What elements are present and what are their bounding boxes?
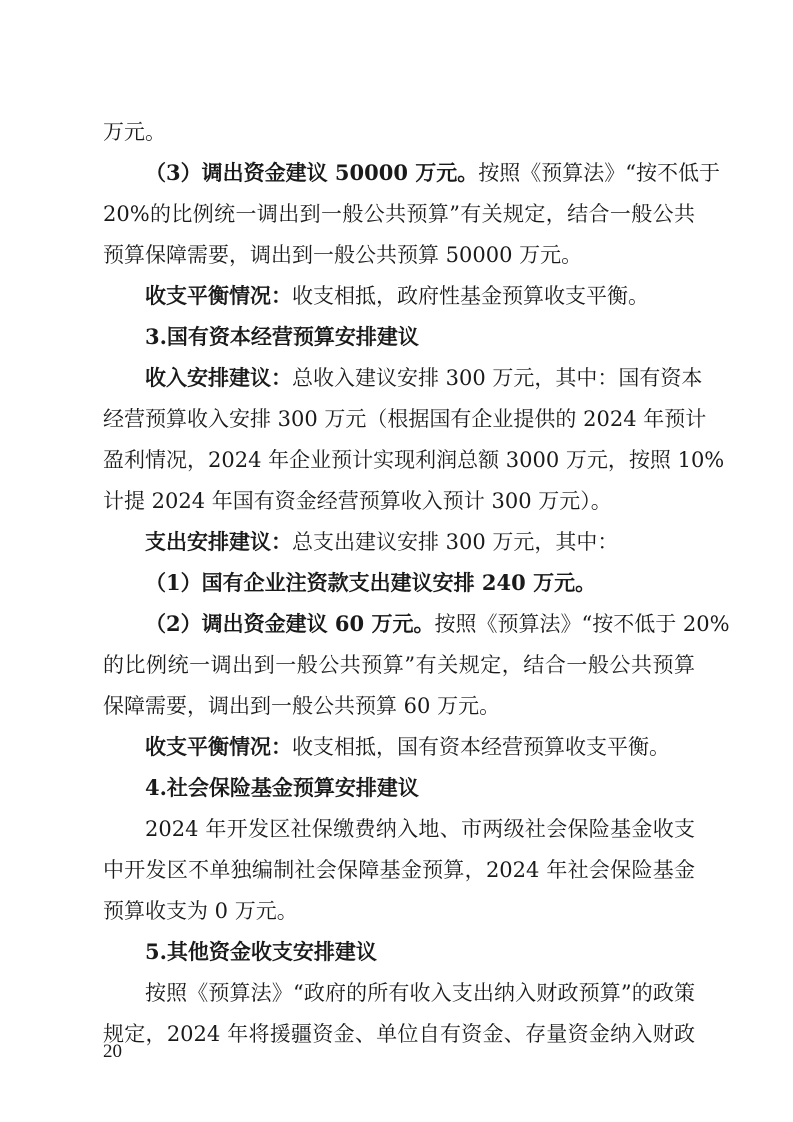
bold-label: 收支平衡情况： (145, 734, 292, 759)
page-number: 20 (103, 1041, 122, 1062)
text-line: 收支平衡情况：收支相抵，政府性基金预算收支平衡。 (145, 283, 649, 308)
text-line: 万元。 (103, 120, 166, 144)
text-line: 收入安排建议：总收入建议安排 300 万元，其中：国有资本 (145, 365, 703, 390)
text-line: 经营预算收入安排 300 万元（根据国有企业提供的 2024 年预计 (103, 407, 707, 431)
bold-heading: （3）调出资金建议 50000 万元。 (145, 160, 479, 185)
text-line: 支出安排建议：总支出建议安排 300 万元，其中： (145, 529, 619, 554)
bold-label: 支出安排建议： (145, 529, 292, 554)
text-line: 按照《预算法》“政府的所有收入支出纳入财政预算”的政策 (145, 981, 695, 1005)
bold-label: 收入安排建议： (145, 365, 292, 390)
text-line: 盈利情况，2024 年企业预计实现利润总额 3000 万元，按照 10% (103, 448, 725, 472)
text-line: 中开发区不单独编制社会保障基金预算，2024 年社会保险基金 (103, 858, 695, 882)
section-heading: 3.国有资本经营预算安排建议 (145, 324, 419, 349)
bold-heading: （2）调出资金建议 60 万元。 (145, 611, 435, 636)
text-line: 2024 年开发区社保缴费纳入地、市两级社会保险基金收支 (145, 817, 695, 841)
text-line: 20%的比例统一调出到一般公共预算”有关规定，结合一般公共 (103, 202, 695, 226)
text-line: 保障需要，调出到一般公共预算 60 万元。 (103, 694, 501, 718)
text-line: 收支平衡情况：收支相抵，国有资本经营预算收支平衡。 (145, 734, 670, 759)
text-line: 的比例统一调出到一般公共预算”有关规定，结合一般公共预算 (103, 653, 695, 677)
text-line: （2）调出资金建议 60 万元。按照《预算法》“按不低于 20% (145, 611, 730, 636)
section-heading: 5.其他资金收支安排建议 (145, 939, 377, 964)
section-heading: 4.社会保险基金预算安排建议 (145, 775, 419, 800)
text-line: （3）调出资金建议 50000 万元。按照《预算法》“按不低于 (145, 160, 721, 185)
text-line: 预算收支为 0 万元。 (103, 899, 298, 923)
bold-label: 收支平衡情况： (145, 283, 292, 308)
text-line: 预算保障需要，调出到一般公共预算 50000 万元。 (103, 243, 583, 267)
bold-heading: （1）国有企业注资款支出建议安排 240 万元。 (145, 570, 597, 595)
text-line: 计提 2024 年国有资金经营预算收入预计 300 万元）。 (103, 489, 612, 513)
text-line: 规定，2024 年将援疆资金、单位自有资金、存量资金纳入财政 (103, 1022, 695, 1046)
